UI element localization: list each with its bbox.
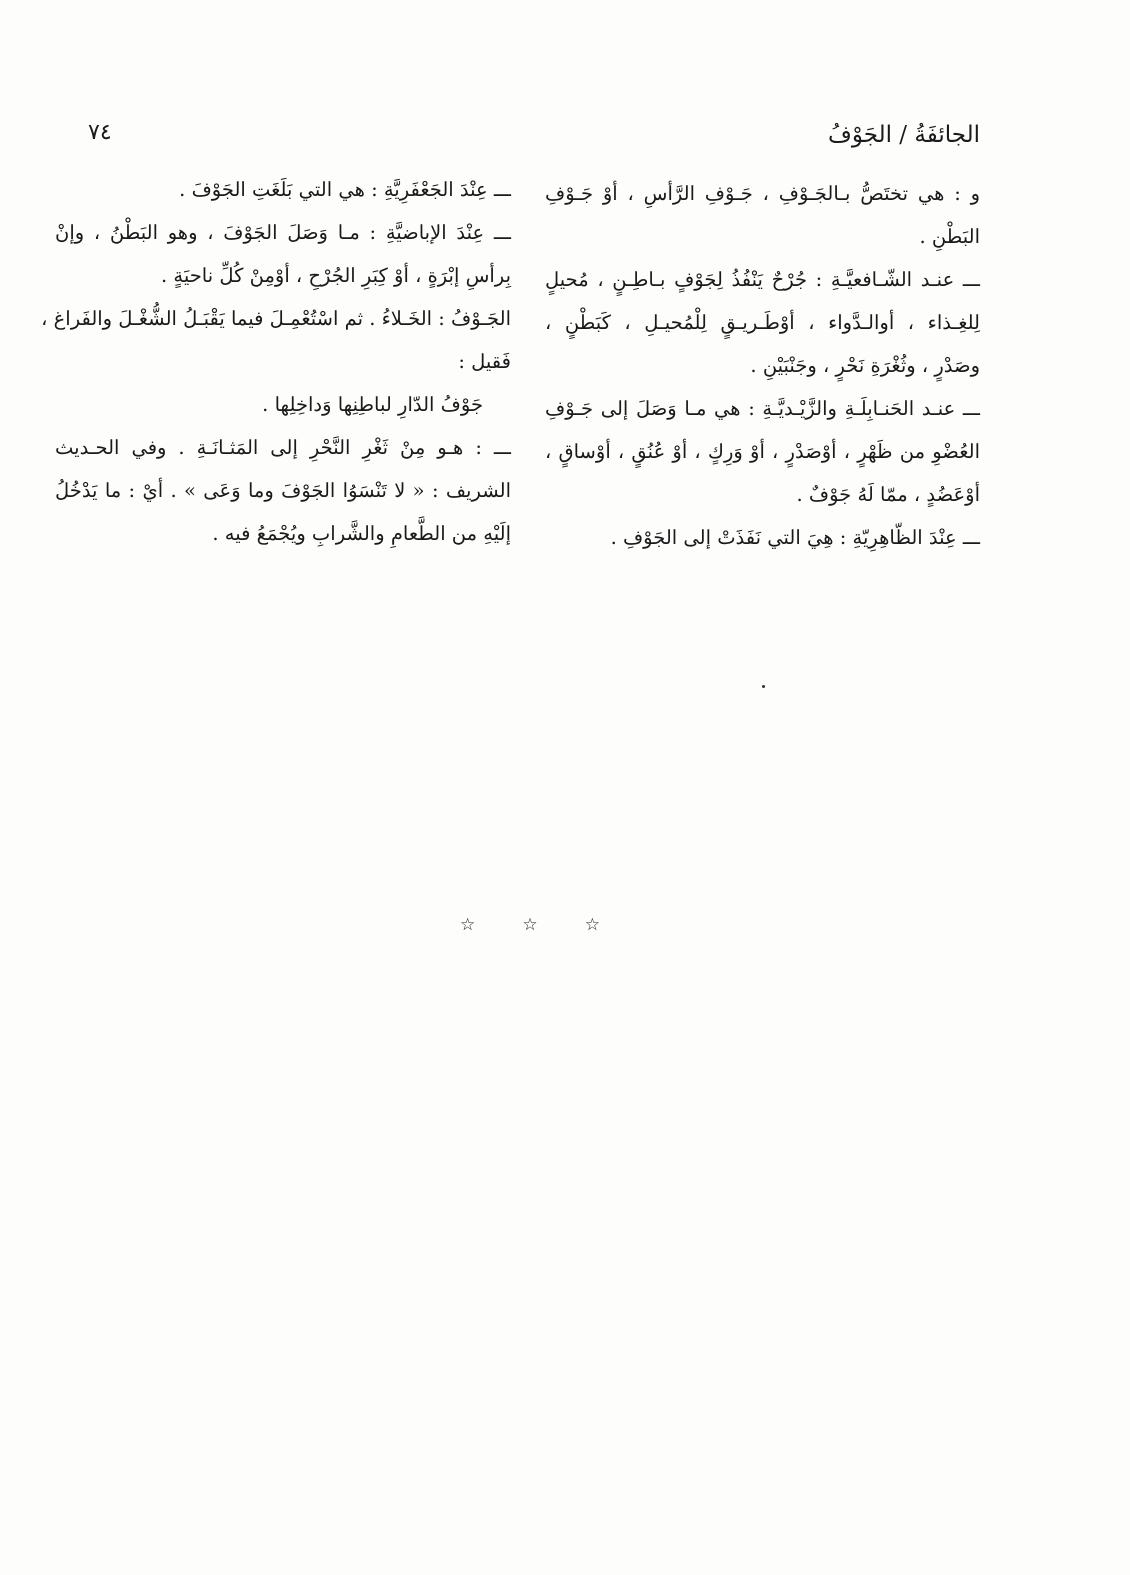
text-line: و : هي تختَصُّ بـالجَـوْفِ ، جَـوْفِ الرَّأسِ ، أوْ جَـوْفِ (545, 182, 980, 205)
running-header-title: الجائفَةُ / الجَوْفُ (828, 122, 980, 148)
right-text-column (545, 172, 980, 559)
print-speck (762, 685, 765, 688)
text-line: فَقيل : (458, 350, 511, 373)
star-icon: ☆ (460, 915, 476, 935)
text-line: ـــ عِنْدَ الظّاهِرِيّةِ : هِيَ التي نَفَذَتْ إلى الجَوْفِ . (610, 526, 980, 549)
text-line: الشريف : « لا تَنْسَوُا الجَوْفَ وما وَعَى » . أيْ : ما يَدْخُلُ (55, 479, 511, 502)
text-line: ـــ عِنْدَ الجَعْفَرِيَّةِ : هي التي بَلَغَتِ الجَوْفَ . (179, 178, 511, 201)
page-number: ٧٤ (88, 120, 112, 145)
text-line: أوْعَضُدٍ ، ممّا لَهُ جَوْفٌ . (796, 483, 980, 506)
left-text-column (41, 168, 511, 555)
text-line: إلَيْهِ من الطَّعامِ والشَّرابِ ويُجْمَعُ فيه . (212, 522, 511, 545)
text-line: جَوْفُ الدّارِ لباطِنِها وَداخِلِها . (262, 393, 483, 416)
text-line: ـــ : هـو مِنْ ثَغْرِ النَّحْرِ إلى المَثـانَـةِ . وفي الحـديث (55, 436, 511, 459)
star-icon: ☆ (584, 915, 600, 935)
text-line: بِرأسِ إبْرَةٍ ، أوْ كِبَرِ الجُرْحِ ، أوْمِنْ كُلِّ ناحيَةٍ . (161, 264, 511, 287)
text-line: ـــ عِنْدَ الإباضيَّةِ : مـا وَصَلَ الجَوْفَ ، وهو البَطْنُ ، وإنْ (55, 221, 511, 244)
text-line: ـــ عنـد الحَنـابِلَـةِ والزَّيْـديَّـةِ : هي مـا وَصَلَ إلى جَـوْفِ (545, 397, 980, 420)
text-line: لِلغِـذاء ، أوالـدَّواء ، أوْطَـريـقٍ لِلْمُحيـلِ ، كَبَطْنٍ ، (545, 311, 980, 334)
star-icon: ☆ (522, 915, 538, 935)
section-separator (460, 915, 600, 935)
text-line: الجَـوْفُ : الخَـلاءُ . ثم اسْتُعْمِـلَ فيما يَقْبَـلُ الشُّغْـلَ والفَراغ ، (41, 307, 511, 330)
text-line: وصَدْرٍ ، وثُغْرَةِ نَحْرٍ ، وجَنْبَيْنِ . (750, 354, 980, 377)
text-line: ـــ عنـد الشّـافعيَّـةِ : جُرْحٌ يَنْفُذُ لِجَوْفٍ بـاطِـنٍ ، مُحيلٍ (545, 268, 980, 291)
text-line: العُضْوِ من ظَهْرٍ ، أوْصَدْرٍ ، أوْ وَرِكٍ ، أوْ عُنُقٍ ، أوْساقٍ ، (545, 440, 980, 463)
text-line: البَطْنِ . (919, 225, 980, 248)
